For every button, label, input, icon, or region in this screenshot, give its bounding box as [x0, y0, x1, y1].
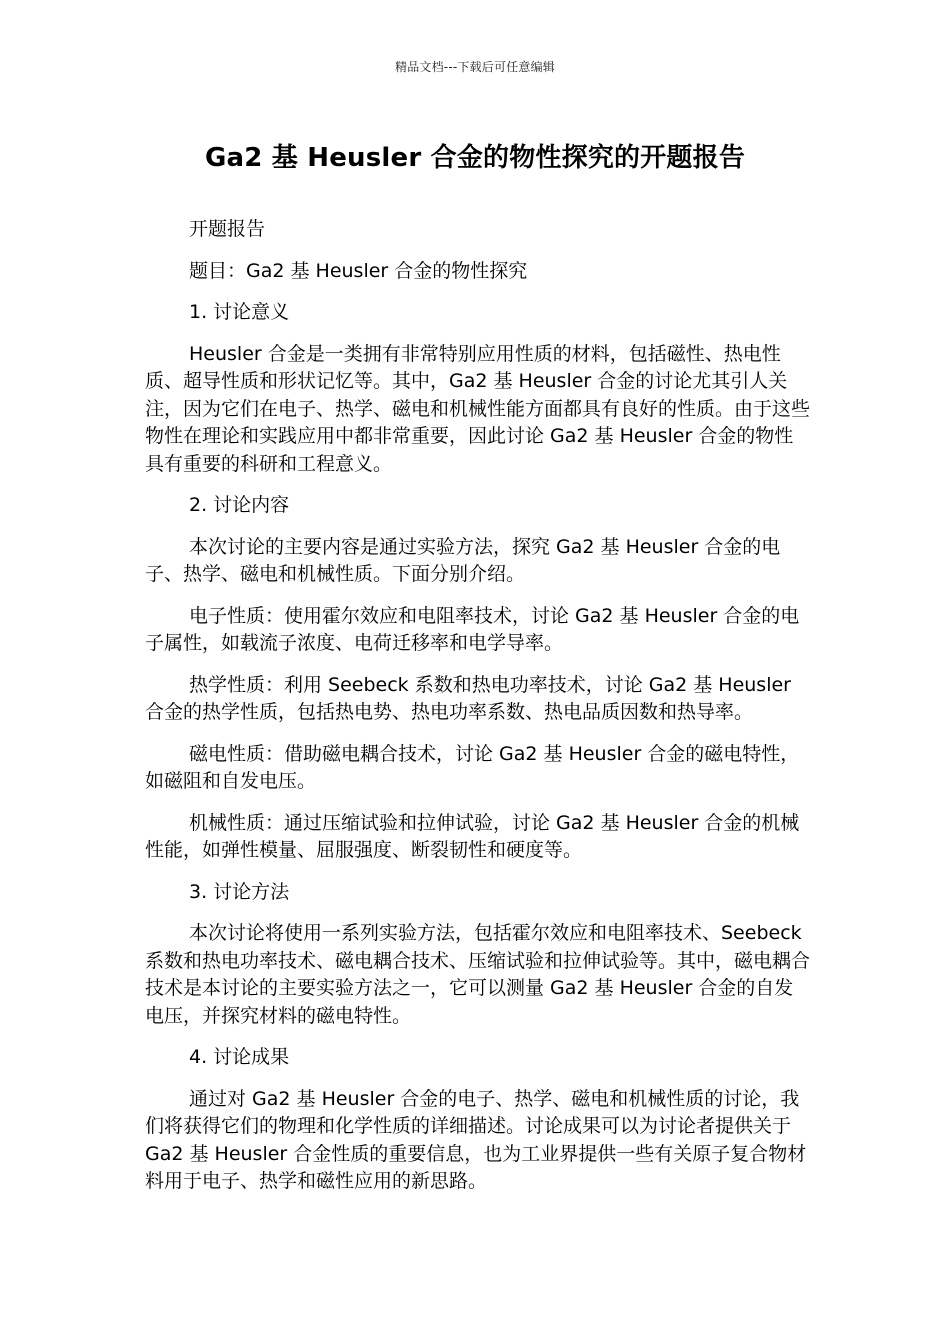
page-header-note: 精品文档---下载后可任意编辑 — [395, 60, 555, 74]
section-heading-methods: 3. 讨论方法 — [189, 880, 290, 903]
paragraph-mechanical-properties: 机械性质：通过压缩试验和拉伸试验，讨论 Ga2 基 Heusler 合金的机械性能，如弹性模量、屈服强度、断裂韧性和硬度等。 — [145, 811, 800, 861]
paragraph-results: 通过对 Ga2 基 Heusler 合金的电子、热学、磁电和机械性质的讨论，我们将获得它们的物理和化学性质的详细描述。讨论成果可以为讨论者提供关于 Ga2 基 Heusler 合金性质的重要信息，也为工业界提供一些有关原子复合物材料用于电子、热学和磁性应用的新思路。 — [145, 1087, 807, 1192]
document-title: Ga2 基 Heusler 合金的物性探究的开题报告 — [204, 143, 746, 173]
paragraph-significance: Heusler 合金是一类拥有非常特别应用性质的材料，包括磁性、热电性质、超导性质和形状记忆等。其中，Ga2 基 Heusler 合金的讨论尤其引人关注，因为它们在电子、热学、磁电和机械性能方面都具有良好的性质。由于这些物性在理论和实践应用中都非常重要，因此讨论 Ga2 基 Heusler 合金的物性具有重要的科研和工程意义。 — [145, 342, 811, 475]
section-heading-significance: 1. 讨论意义 — [189, 301, 290, 323]
section-heading-results: 4. 讨论成果 — [189, 1046, 290, 1068]
report-label: 开题报告 — [189, 218, 266, 240]
paragraph-magnetoelectric-properties: 磁电性质：借助磁电耦合技术，讨论 Ga2 基 Heusler 合金的磁电特性，如磁阻和自发电压。 — [145, 742, 800, 792]
paragraph-electronic-properties: 电子性质：使用霍尔效应和电阻率技术，讨论 Ga2 基 Heusler 合金的电子属性，如载流子浓度、电荷迁移率和电学导率。 — [145, 604, 800, 654]
section-heading-content: 2. 讨论内容 — [189, 494, 290, 516]
paragraph-thermal-properties: 热学性质：利用 Seebeck 系数和热电功率技术，讨论 Ga2 基 Heusler 合金的热学性质，包括热电势、热电功率系数、热电品质因数和热导率。 — [145, 673, 791, 723]
topic-line: 题目：Ga2 基 Heusler 合金的物性探究 — [189, 259, 528, 282]
document-body — [145, 216, 811, 1210]
paragraph-methods: 本次讨论将使用一系列实验方法，包括霍尔效应和电阻率技术、Seebeck 系数和热电功率技术、磁电耦合技术、压缩试验和拉伸试验等。其中，磁电耦合技术是本讨论的主要实验方法之一，它可以测量 Ga2 基 Heusler 合金的自发电压，并探究材料的磁电特性。 — [145, 922, 811, 1027]
paragraph-content-intro: 本次讨论的主要内容是通过实验方法，探究 Ga2 基 Heusler 合金的电子、热学、磁电和机械性质。下面分别介绍。 — [145, 535, 781, 585]
